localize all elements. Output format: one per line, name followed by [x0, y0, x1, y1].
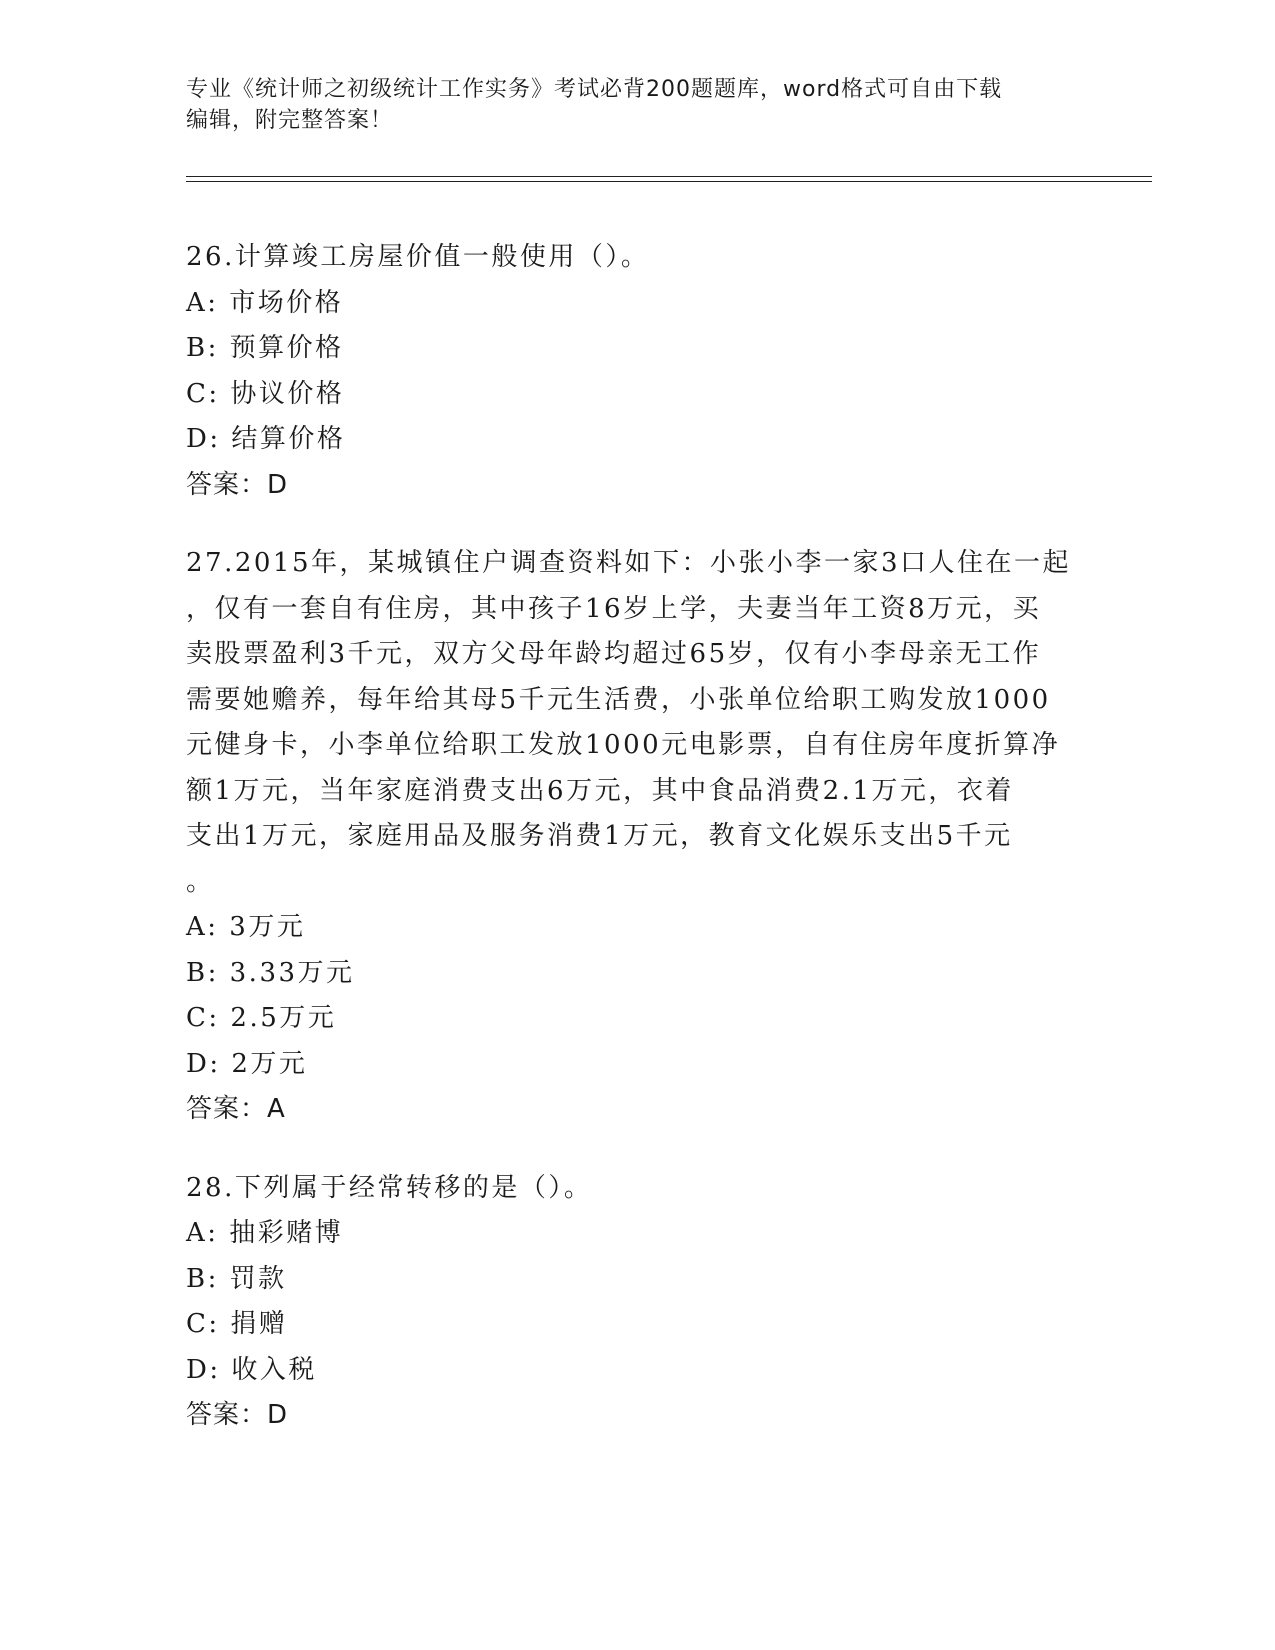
- header-divider: [186, 176, 1152, 177]
- question-stem: 26.计算竣工房屋价值一般使用（）。: [186, 242, 650, 272]
- question-28: [186, 1166, 1086, 1439]
- question-26: [186, 235, 1086, 508]
- question-stem: 额1万元，当年家庭消费支出6万元，其中食品消费2.1万元，衣着: [186, 775, 1014, 806]
- option-a: A: 市场价格: [186, 287, 344, 318]
- option-b: B: 罚款: [186, 1263, 287, 1294]
- question-stem: 支出1万元，家庭用品及服务消费1万元，教育文化娱乐支出5千元: [186, 821, 1013, 851]
- option-c: C: 协议价格: [186, 378, 345, 409]
- option-c: C: 捐赠: [186, 1309, 288, 1339]
- option-a: A: 抽彩赌博: [186, 1218, 344, 1248]
- option-b: B: 3.33万元: [186, 957, 355, 988]
- question-stem: 卖股票盈利3千元，双方父母年龄均超过65岁，仅有小李母亲无工作: [186, 639, 1042, 669]
- question-stem: 28.下列属于经常转移的是（）。: [186, 1172, 593, 1203]
- header-line: 编辑，附完整答案！: [186, 108, 394, 133]
- option-d: D: 2万元: [186, 1048, 308, 1079]
- question-stem: 。: [186, 866, 215, 897]
- question-stem: ，仅有一套自有住房，其中孩子16岁上学，夫妻当年工资8万元，买: [186, 593, 1042, 624]
- question-27: [186, 541, 1086, 1133]
- option-c: C: 2.5万元: [186, 1003, 337, 1033]
- option-d: D: 结算价格: [186, 424, 346, 454]
- question-stem: 需要她赡养，每年给其母5千元生活费，小张单位给职工购发放1000: [186, 684, 1051, 715]
- header-divider: [186, 181, 1152, 182]
- answer-label: 答案：A: [186, 1094, 286, 1124]
- page-header: [186, 74, 1066, 136]
- question-stem: 元健身卡，小李单位给职工发放1000元电影票，自有住房年度折算净: [186, 730, 1061, 760]
- header-line: 专业《统计师之初级统计工作实务》考试必背200题题库，word格式可自由下载: [186, 77, 1003, 102]
- option-a: A: 3万元: [186, 912, 306, 942]
- option-d: D: 收入税: [186, 1354, 317, 1385]
- answer-label: 答案：D: [186, 469, 289, 500]
- question-stem: 27.2015年，某城镇住户调查资料如下：小张小李一家3口人住在一起: [186, 548, 1072, 578]
- question-list: [186, 235, 1086, 1472]
- option-b: B: 预算价格: [186, 333, 344, 363]
- answer-label: 答案：D: [186, 1400, 289, 1430]
